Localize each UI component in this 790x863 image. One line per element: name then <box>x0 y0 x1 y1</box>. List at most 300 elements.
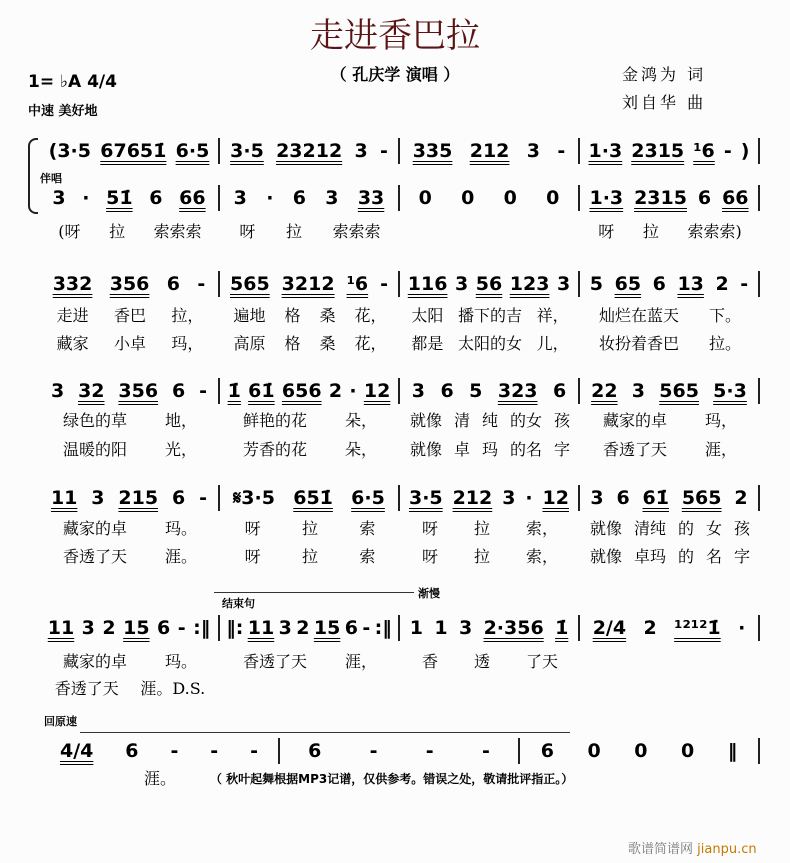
lyrics-line <box>40 219 760 242</box>
lyric-syllables: 呀 <box>421 547 438 566</box>
tie-arc <box>80 732 380 733</box>
lyric-syllables: 拉， <box>171 306 204 325</box>
measure <box>40 485 220 511</box>
lyric-syllables: 的 <box>677 519 694 538</box>
lyric-syllables: 就像 <box>409 440 442 459</box>
measure <box>400 138 580 164</box>
lyric-syllables: 拉 <box>301 519 318 538</box>
note-group: 11 <box>47 617 75 639</box>
lyric-syllables: 玛， <box>171 334 204 353</box>
lyric-syllables: 下。 <box>708 306 741 325</box>
lyric-syllables: 清纯 <box>633 519 666 538</box>
measure <box>520 738 760 764</box>
lyric-measure <box>220 676 400 699</box>
measure <box>580 271 760 297</box>
note-group: · <box>266 187 274 209</box>
lyric-syllables: 藏家的卓 <box>602 411 667 430</box>
note-group: 565 <box>659 380 699 402</box>
measure <box>400 485 580 511</box>
note-group: 𝄋3·5 <box>233 487 275 509</box>
note-group: 3 <box>556 273 571 295</box>
lyric-syllables: 索索索 <box>153 222 202 241</box>
lyric-measure <box>580 303 760 326</box>
lyric-syllables: 透 <box>473 652 490 671</box>
note-group: 6 <box>697 187 712 209</box>
note-group: ‖: <box>226 617 244 639</box>
note-group: 6·5 <box>351 487 385 509</box>
note-group: 3 <box>590 487 604 509</box>
lyric-measure <box>580 516 760 539</box>
note-group: 33 <box>357 187 385 209</box>
note-group: - <box>369 740 378 762</box>
note-group: - <box>170 740 179 762</box>
lyric-measure <box>400 516 580 539</box>
lyric-measure <box>400 219 580 242</box>
lyric-measure <box>400 303 580 326</box>
lyric-syllables: 拉 <box>473 519 490 538</box>
note-group: - <box>199 487 207 509</box>
lyric-measure <box>580 219 760 242</box>
lyric-syllables: 女 <box>705 519 722 538</box>
note-group: - <box>250 740 259 762</box>
lyric-syllables: 藏家的卓 <box>62 652 127 671</box>
lyric-syllables: 香透了天 <box>54 679 119 698</box>
measure <box>40 615 220 641</box>
lyric-measure <box>220 331 400 354</box>
lyric-syllables: 小卓 <box>113 334 146 353</box>
performer: （ 孔庆学 演唱 ） <box>330 65 460 84</box>
lyricist: 金鸿为 词 <box>622 65 707 84</box>
note-group: 3212 <box>281 273 335 295</box>
lyric-syllables: 玛。 <box>164 652 197 671</box>
lyric-syllables: 涯， <box>344 652 377 671</box>
note-group: 6 <box>552 380 567 402</box>
music-staff-row <box>40 485 760 511</box>
note-group: 12 <box>363 380 391 402</box>
lyric-syllables: 祥， <box>536 306 569 325</box>
watermark: 歌谱简谱网 jianpu.cn <box>628 842 757 857</box>
lyric-syllables: 桑 <box>319 306 336 325</box>
lyric-measure <box>580 408 760 431</box>
note-group: 3 <box>325 187 339 209</box>
note-group: 13 <box>677 273 704 295</box>
note-group: 4/4 <box>59 740 94 762</box>
note-group: (3·5 <box>48 140 91 162</box>
lyric-syllables: 玛 <box>481 440 498 459</box>
note-group: 3 <box>278 617 292 639</box>
rit-label: 渐慢 <box>418 587 440 600</box>
note-group: ) <box>740 140 750 162</box>
note-group: 212 <box>469 140 510 162</box>
lyric-measure <box>220 303 400 326</box>
lyric-syllables: 涯。 <box>164 547 197 566</box>
note-group: 65 <box>614 273 642 295</box>
note-group: · <box>349 380 357 402</box>
note-group: 0 <box>634 740 648 762</box>
measure <box>580 615 760 641</box>
lyric-measure <box>220 408 400 431</box>
note-group: 61̇ <box>642 487 669 509</box>
note-group: 22 <box>591 380 618 402</box>
lyrics-line <box>40 331 760 354</box>
lyric-measure <box>400 331 580 354</box>
accomp-label: 伴唱 <box>40 172 62 185</box>
note-group: 356 <box>118 380 159 402</box>
note-group: 3 <box>502 487 516 509</box>
lyric-syllables: 格 <box>284 334 301 353</box>
lyric-syllables: 玛。 <box>164 519 197 538</box>
note-group: 6 <box>440 380 454 402</box>
note-group: 332 <box>52 273 93 295</box>
note-group: 3·5 <box>230 140 264 162</box>
ending-label: 结束句 <box>222 597 255 610</box>
lyric-measure <box>400 649 580 672</box>
note-group: 6 <box>157 617 171 639</box>
lyric-syllables: 妆扮着香巴 <box>598 334 679 353</box>
note-group: 2 <box>296 617 310 639</box>
lyric-measure <box>220 544 400 567</box>
lyric-syllables: 涯， <box>704 440 737 459</box>
measure <box>220 271 400 297</box>
lyric-syllables: 鲜艳的花 <box>242 411 307 430</box>
note-group: 2315 <box>631 140 685 162</box>
lyric-syllables: 索索索) <box>687 222 742 241</box>
note-group: 12 <box>542 487 569 509</box>
note-group: 6 <box>652 273 666 295</box>
note-group: ¹6 <box>346 273 369 295</box>
lyric-syllables: 藏家 <box>56 334 89 353</box>
lyric-measure <box>220 437 400 460</box>
note-group: 66 <box>722 187 749 209</box>
note-group: 2 <box>715 273 729 295</box>
note-group: 656 <box>281 380 322 402</box>
note-group: 1·3 <box>589 187 624 209</box>
lyric-syllables: 花， <box>354 306 387 325</box>
lyric-syllables: 拉 <box>642 222 659 241</box>
lyric-measure <box>40 676 220 699</box>
lyric-measure <box>580 544 760 567</box>
lyric-measure <box>220 649 400 672</box>
note-group: 3 <box>81 617 95 639</box>
lyrics-line <box>40 303 760 326</box>
lyric-syllables: 拉 <box>473 547 490 566</box>
lyrics-line <box>40 437 760 460</box>
lyric-measure <box>220 516 400 539</box>
lyric-syllables: 索索索 <box>332 222 381 241</box>
music-staff-row <box>40 185 760 211</box>
note-group: 5·3 <box>713 380 747 402</box>
note-group: 3·5 <box>408 487 443 509</box>
measure <box>40 378 220 404</box>
note-group: - <box>425 740 434 762</box>
note-group: 3 <box>411 380 425 402</box>
note-group: 11 <box>247 617 275 639</box>
lyrics-line <box>40 676 760 699</box>
note-group: 15 <box>123 617 150 639</box>
music-staff-row <box>40 738 760 764</box>
lyric-syllables: 香 <box>421 652 438 671</box>
measure <box>580 485 760 511</box>
measure <box>400 185 580 211</box>
lyric-syllables: 呀 <box>244 547 261 566</box>
lyric-syllables: 拉 <box>109 222 126 241</box>
lyric-syllables: 纯 <box>481 411 498 430</box>
lyric-syllables: 香透了天 <box>602 440 667 459</box>
measure <box>220 138 400 164</box>
lyric-syllables: 地， <box>164 411 197 430</box>
lyric-syllables: 呀 <box>239 222 256 241</box>
lyric-measure <box>40 516 220 539</box>
note-group: - <box>379 140 388 162</box>
note-group: 6 <box>171 380 186 402</box>
note-group: 6 <box>616 487 630 509</box>
lyric-measure <box>40 219 220 242</box>
lyric-measure <box>40 331 220 354</box>
lyrics-line <box>40 649 760 672</box>
lyric-syllables: 花， <box>354 334 387 353</box>
lyric-measure <box>400 544 580 567</box>
lyric-syllables: 温暖的阳 <box>62 440 127 459</box>
measure <box>400 378 580 404</box>
tie-arc <box>380 732 570 733</box>
lyric-syllables: 香透了天 <box>62 547 127 566</box>
lyric-syllables: 灿烂在蓝天 <box>598 306 679 325</box>
music-staff-row <box>40 615 760 641</box>
measure <box>220 485 400 511</box>
lyric-syllables: 就像 <box>409 411 442 430</box>
lyric-syllables: 儿， <box>536 334 569 353</box>
note-group: 356 <box>109 273 150 295</box>
measure <box>40 738 280 764</box>
note-group: 2 <box>102 617 116 639</box>
lyric-syllables: 朵， <box>344 440 377 459</box>
note-group: - <box>199 380 207 402</box>
note-group: 6 <box>308 740 322 762</box>
note-group: 3 <box>454 273 469 295</box>
lyric-syllables: 芳香的花 <box>242 440 307 459</box>
lyric-measure <box>40 303 220 326</box>
key-signature: 1= ♭A 4/4 <box>28 72 117 92</box>
tempo-marking: 中速 美好地 <box>28 104 98 119</box>
note-group: 67651̇ <box>100 140 167 162</box>
lyric-measure <box>40 408 220 431</box>
lyric-measure <box>40 649 220 672</box>
note-group: ¹6 <box>693 140 715 162</box>
note-group: 0 <box>587 740 601 762</box>
note-group: 1̇ <box>555 617 569 639</box>
lyric-measure <box>580 331 760 354</box>
lyric-syllables: 绿色的草 <box>62 411 127 430</box>
note-group: 61̇ <box>248 380 275 402</box>
lyric-syllables: 呀 <box>244 519 261 538</box>
lyric-syllables: 都是 <box>411 334 444 353</box>
a-tempo-label: 回原速 <box>44 715 77 728</box>
note-group: 2315 <box>634 187 687 209</box>
note-group: 335 <box>412 140 453 162</box>
measure <box>220 185 400 211</box>
note-group: 1·3 <box>588 140 623 162</box>
note-group: - <box>481 740 490 762</box>
lyric-syllables: 清 <box>453 411 470 430</box>
note-group: 11 <box>50 487 78 509</box>
ending-bracket <box>214 592 414 593</box>
lyric-syllables: 涯。D.S. <box>140 679 206 698</box>
note-group: - <box>740 273 749 295</box>
note-group: 66 <box>179 187 206 209</box>
lyric-syllables: 呀 <box>421 519 438 538</box>
lyric-syllables: 太阳的女 <box>457 334 522 353</box>
note-group: 6 <box>171 487 186 509</box>
note-group: 323 <box>497 380 538 402</box>
lyric-syllables: 涯。 <box>143 769 176 788</box>
song-title: 走进香巴拉 <box>310 16 480 56</box>
note-group: 212 <box>452 487 493 509</box>
lyrics-line <box>40 516 760 539</box>
music-staff-row <box>40 271 760 297</box>
lyric-syllables: 的 <box>677 547 694 566</box>
note-group: 5 <box>469 380 483 402</box>
lyric-syllables: 拉。 <box>708 334 741 353</box>
note-group: 0 <box>503 187 517 209</box>
lyric-syllables: 索 <box>359 547 376 566</box>
note-group: 6 <box>540 740 554 762</box>
lyric-syllables: 光， <box>164 440 197 459</box>
lyric-syllables: 桑 <box>319 334 336 353</box>
note-group: 6 <box>344 617 358 639</box>
measure <box>400 615 580 641</box>
note-group: 1̇ <box>227 380 241 402</box>
lyric-syllables: 格 <box>284 306 301 325</box>
measure <box>40 185 220 211</box>
lyric-syllables: 了天 <box>525 652 558 671</box>
lyric-measure <box>220 219 400 242</box>
lyric-syllables: 索 <box>359 519 376 538</box>
lyric-syllables: 拉 <box>301 547 318 566</box>
measure <box>580 138 760 164</box>
note-group: - <box>723 140 732 162</box>
lyric-syllables: 索， <box>525 519 558 538</box>
lyric-measure <box>40 766 280 789</box>
lyric-syllables: 高原 <box>233 334 266 353</box>
note-group: 2 <box>328 380 343 402</box>
note-group: 116 <box>407 273 448 295</box>
note-group: - <box>380 273 388 295</box>
note-group: 32 <box>78 380 105 402</box>
lyric-syllables: 的女 <box>509 411 542 430</box>
lyric-syllables: 就像 <box>589 519 622 538</box>
lyric-syllables: (呀 <box>58 222 81 241</box>
lyric-measure <box>40 437 220 460</box>
measure <box>580 378 760 404</box>
note-group: 6 <box>166 273 181 295</box>
lyric-syllables: 孩 <box>733 519 750 538</box>
note-group: 15 <box>313 617 341 639</box>
note-group: 5 <box>589 273 604 295</box>
note-group: ‖ <box>727 740 738 762</box>
lyric-syllables: 卓玛 <box>633 547 666 566</box>
note-group: - <box>557 140 566 162</box>
lyric-measure <box>400 437 580 460</box>
note-group: 6 <box>149 187 163 209</box>
footnote: （ 秋叶起舞根据MP3记谱，仅供参考。错误之处，敬请批评指正。） <box>210 772 574 786</box>
note-group: 51̇ <box>106 187 133 209</box>
lyric-measure <box>520 766 760 789</box>
music-staff-row <box>40 378 760 404</box>
note-group: 0 <box>546 187 560 209</box>
lyric-syllables: 走进 <box>56 306 89 325</box>
note-group: 2 <box>643 617 657 639</box>
note-group: 3 <box>233 187 247 209</box>
note-group: 56 <box>475 273 503 295</box>
note-group: 1 <box>434 617 448 639</box>
lyric-measure <box>40 544 220 567</box>
note-group: - <box>210 740 219 762</box>
note-group: 2·356 <box>483 617 544 639</box>
lyric-syllables: 字 <box>733 547 750 566</box>
note-group: 3 <box>526 140 541 162</box>
note-group: 565 <box>681 487 722 509</box>
note-group: :‖ <box>374 617 392 639</box>
lyric-syllables: 香巴 <box>113 306 146 325</box>
lyric-syllables: 字 <box>553 440 570 459</box>
lyric-measure <box>400 408 580 431</box>
measure <box>40 271 220 297</box>
note-group: 6 <box>125 740 139 762</box>
lyric-syllables: 玛， <box>704 411 737 430</box>
lyric-syllables: 朵， <box>344 411 377 430</box>
note-group: - <box>362 617 371 639</box>
lyrics-line <box>40 544 760 567</box>
lyrics-line <box>40 408 760 431</box>
lyric-syllables: 藏家的卓 <box>62 519 127 538</box>
lyric-syllables: 卓 <box>453 440 470 459</box>
note-group: 3 <box>631 380 646 402</box>
note-group: 651̇ <box>293 487 333 509</box>
lyric-measure <box>280 766 520 789</box>
measure <box>580 185 760 211</box>
lyric-syllables: 孩 <box>553 411 570 430</box>
note-group: 6·5 <box>175 140 210 162</box>
lyric-syllables: 太阳 <box>411 306 444 325</box>
note-group: 2 <box>734 487 748 509</box>
measure <box>400 271 580 297</box>
composer: 刘自华 曲 <box>622 93 707 112</box>
note-group: 3 <box>458 617 473 639</box>
lyric-syllables: 香透了天 <box>242 652 307 671</box>
note-group: - <box>197 273 206 295</box>
note-group: 1 <box>409 617 423 639</box>
note-group: 123 <box>509 273 550 295</box>
note-group: 3 <box>91 487 105 509</box>
lyrics-line <box>40 766 760 789</box>
lyric-syllables: 遍地 <box>233 306 266 325</box>
note-group: 215 <box>118 487 159 509</box>
measure <box>40 138 220 164</box>
measure <box>220 378 400 404</box>
music-staff-row <box>40 138 760 164</box>
note-group: 3 <box>50 380 65 402</box>
note-group: · <box>525 487 533 509</box>
note-group: 6 <box>292 187 306 209</box>
lyric-syllables: 播下的吉 <box>457 306 522 325</box>
note-group: · <box>738 617 746 639</box>
note-group: 0 <box>461 187 475 209</box>
lyric-measure <box>580 649 760 672</box>
lyric-measure <box>400 676 580 699</box>
lyric-measure <box>580 676 760 699</box>
system-brace <box>28 138 38 214</box>
lyric-syllables: 就像 <box>589 547 622 566</box>
